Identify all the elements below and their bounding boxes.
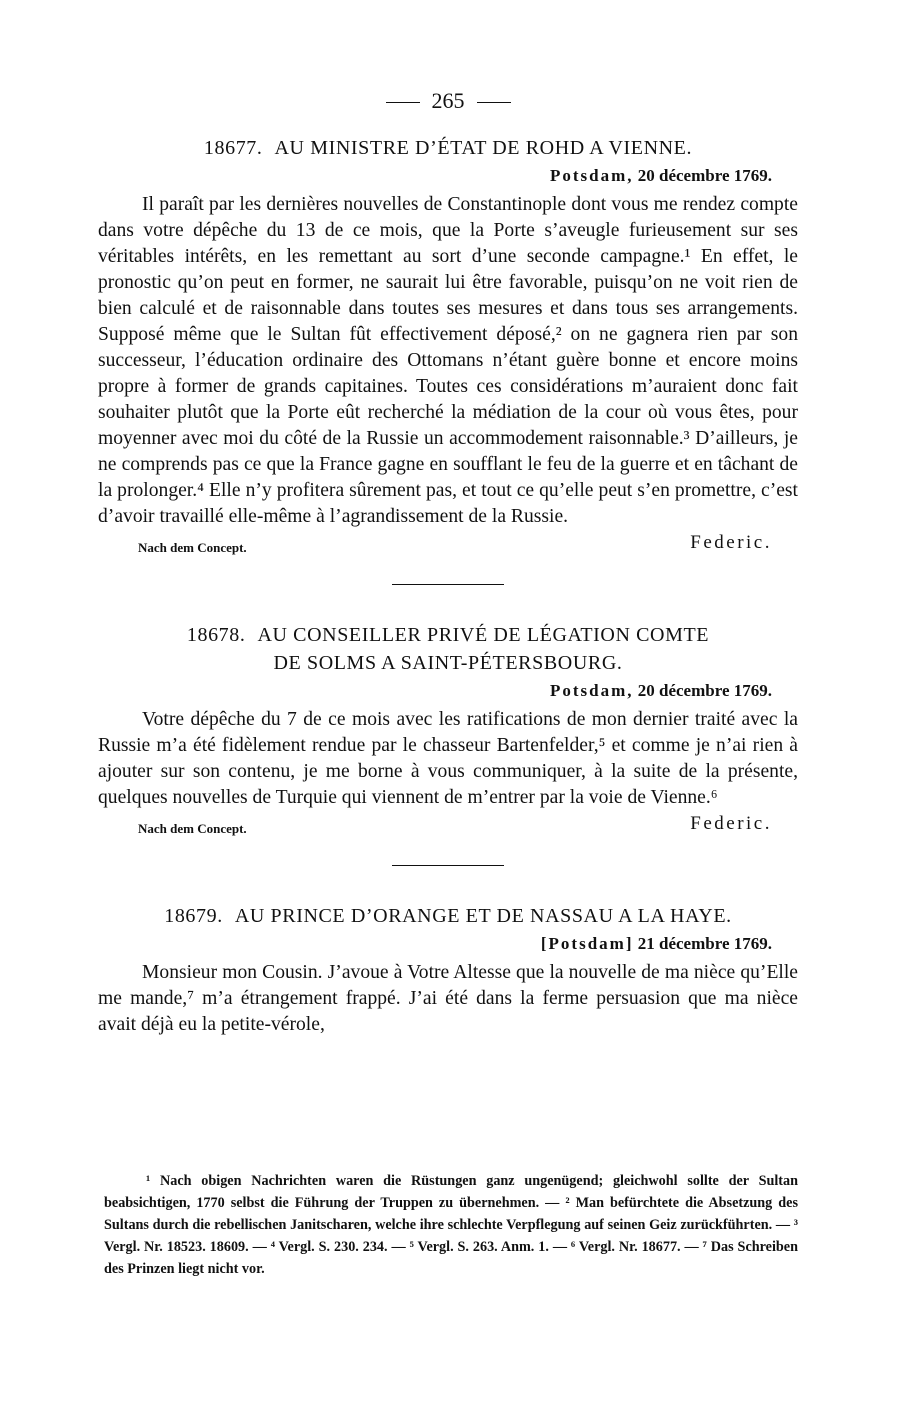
document-page <box>98 88 798 1038</box>
letter-body: Il paraît par les dernières nouvelles de Constantinople dont vous me rendez compte dans votre dépêche du 13 de ce mois, que la Porte s’aveugle furieusement sur ses véritables intérêts, en les remettant au sort d’une seconde campagne.¹ En effet, le pronostic qu’on peut en former, ne saurait lui être favorable, puisqu’on ne voit rien de bien calculé et de raisonnable dans toutes ses mesures et dans tous ses arrangements. Supposé même que le Sultan fût effectivement déposé,² on ne gagnera rien par son successeur, l’éducation ordinaire des Ottomans n’étant guère bonne et encore moins propre à former de grands capitaines. Toutes ces considérations m’auraient donc fait souhaiter plutôt que la Porte eût recherché la médiation de la cour où vous êtes, pour moyenner avec moi du côté de la Russie un accommodement raisonnable.³ D’ailleurs, je ne comprends pas ce que la France gagne en soufflant le feu de la guerre et en tâchant de la prolonger.⁴ Elle n’y profitera sûrement pas, et tout ce qu’elle peut s’en promettre, c’est d’avoir travaillé elle-même à l’agrandissement de la Russie. <box>98 194 798 527</box>
source-note: Nach dem Concept. <box>138 540 247 555</box>
letter-number: 18677. <box>203 137 263 159</box>
dateline <box>98 679 798 703</box>
page-number-line <box>98 88 798 114</box>
footnotes: ¹ Nach obigen Nachrichten waren die Rüstungen ganz ungenügend; gleichwohl sollte der Sultan beabsichtigen, 1770 selbst die Führung der Truppen zu übernehmen. — ² Man befürchtete die Absetzung des Sultans durch die rebellischen Janitscharen, welche ihre schlechte Verpflegung auf seinen Geiz zurückführten. — ³ Vergl. Nr. 18523. 18609. — ⁴ Vergl. S. 230. 234. — ⁵ Vergl. S. 263. Anm. 1. — ⁶ Vergl. Nr. 18677. — ⁷ Das Schreiben des Prinzen liegt nicht vor. <box>104 1173 798 1277</box>
letter-18677 <box>98 134 798 558</box>
page-number: 265 <box>431 88 465 113</box>
letter-number: 18678. <box>186 624 246 646</box>
source-note: Nach dem Concept. <box>138 821 247 836</box>
letter-heading <box>98 621 798 677</box>
signature-row <box>98 813 798 839</box>
rule-left <box>386 102 420 103</box>
dateline-place: [Potsdam] <box>540 934 634 953</box>
dateline <box>98 164 798 188</box>
letter-title: AU MINISTRE D’ÉTAT DE ROHD A VIENNE. <box>274 137 693 159</box>
rule-right <box>477 102 511 103</box>
signature: Federic. <box>690 532 772 553</box>
signature: Federic. <box>690 813 772 834</box>
letter-18679 <box>98 902 798 1038</box>
letter-title: AU CONSEILLER PRIVÉ DE LÉGATION COMTE <box>257 624 710 646</box>
letter-body: Votre dépêche du 7 de ce mois avec les ratifications de mon dernier traité avec la Russie m’a été fidèlement rendue par le chasseur Bartenfelder,⁵ et comme je n’ai rien à ajouter sur son contenu, je me borne à vous communiquer, à la suite de la présente, quelques nouvelles de Turquie qui viennent de m’entrer par la voie de Vienne.⁶ <box>98 709 798 808</box>
dateline-place: Potsdam, <box>549 681 634 700</box>
letter-18678 <box>98 621 798 839</box>
dateline-date: 20 décembre 1769. <box>637 166 772 185</box>
letter-number: 18679. <box>164 905 223 927</box>
letter-heading <box>98 134 798 162</box>
section-divider <box>392 584 504 585</box>
letter-heading <box>98 902 798 930</box>
letter-title-line-2: DE SOLMS A SAINT-PÉTERSBOURG. <box>273 652 623 674</box>
dateline-date: 21 décembre 1769. <box>637 934 772 953</box>
letter-title: AU PRINCE D’ORANGE ET DE NASSAU A LA HAYE. <box>234 905 732 927</box>
dateline <box>98 932 798 956</box>
dateline-date: 20 décembre 1769. <box>637 681 772 700</box>
dateline-place: Potsdam, <box>549 166 634 185</box>
letter-body: Monsieur mon Cousin. J’avoue à Votre Altesse que la nouvelle de ma nièce qu’Elle me mande,⁷ m’a étrangement frappé. J’ai été dans la ferme persuasion que ma nièce avait déjà eu la petite-vérole, <box>98 962 798 1035</box>
signature-row <box>98 532 798 558</box>
section-divider <box>392 865 504 866</box>
